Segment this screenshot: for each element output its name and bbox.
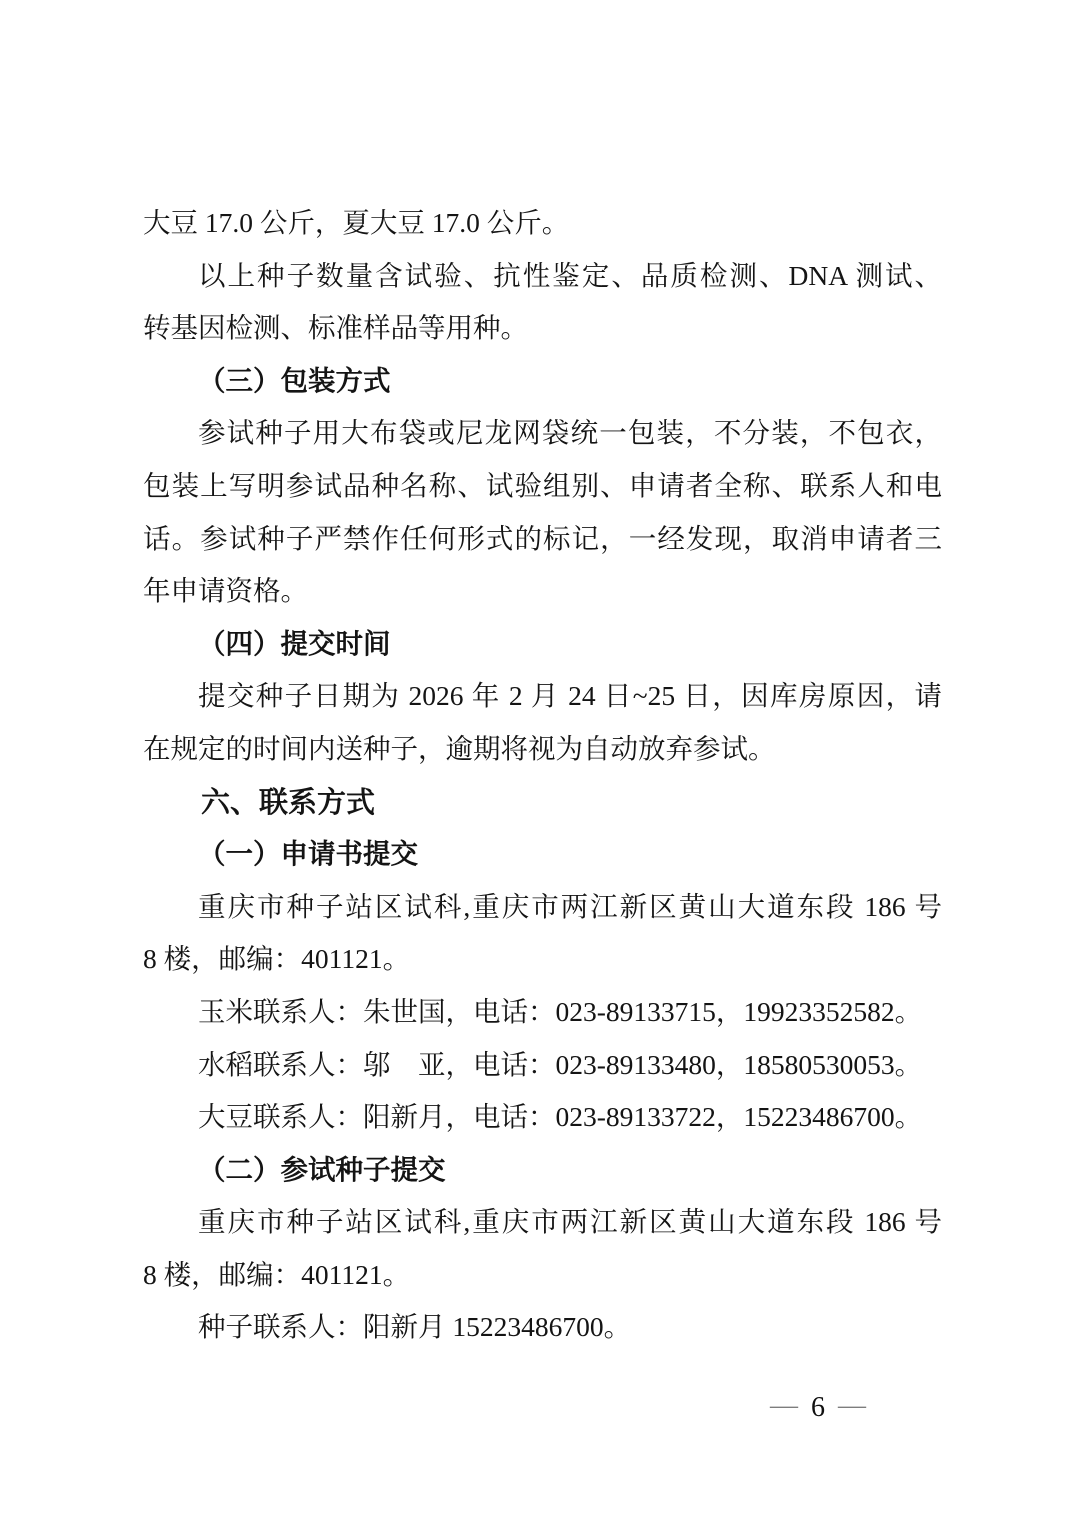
paragraph-line: 玉米联系人：朱世国，电话：023-89133715，19923352582。 (198, 995, 923, 1027)
paragraph-line: 8 楼，邮编：401121。 (143, 943, 411, 975)
paragraph-line: 提交种子日期为 2026 年 2 月 24 日~25 日，因库房原因，请 (198, 680, 942, 712)
subsection-heading: （一）申请书提交 (198, 838, 418, 870)
paragraph-line: 大豆联系人：阳新月，电话：023-89133722，15223486700。 (198, 1101, 923, 1133)
footer-dash-left: — (770, 1390, 798, 1421)
subsection-heading: （三）包装方式 (198, 364, 391, 396)
page-footer (770, 1392, 866, 1424)
paragraph-line: 年申请资格。 (143, 575, 308, 607)
paragraph-line: 重庆市种子站区试科,重庆市两江新区黄山大道东段 186 号 (198, 890, 942, 922)
subsection-heading: （四）提交时间 (198, 627, 391, 659)
paragraph-line: 以上种子数量含试验、抗性鉴定、品质检测、DNA 测试、 (198, 259, 942, 291)
section-heading: 六、联系方式 (201, 784, 376, 819)
footer-dash-right: — (838, 1390, 866, 1421)
paragraph-line: 参试种子用大布袋或尼龙网袋统一包装，不分装，不包衣， (198, 417, 942, 449)
paragraph-line: 在规定的时间内送种子，逾期将视为自动放弃参试。 (143, 732, 776, 764)
paragraph-line: 转基因检测、标准样品等用种。 (143, 312, 528, 344)
paragraph-line: 8 楼，邮编：401121。 (143, 1258, 411, 1290)
paragraph-line: 话。参试种子严禁作任何形式的标记，一经发现，取消申请者三 (143, 522, 942, 554)
paragraph-line: 包装上写明参试品种名称、试验组别、申请者全称、联系人和电 (143, 469, 942, 501)
paragraph-line: 种子联系人：阳新月 15223486700。 (198, 1311, 632, 1343)
paragraph-line: 重庆市种子站区试科,重庆市两江新区黄山大道东段 186 号 (198, 1206, 942, 1238)
page-number: 6 (811, 1392, 825, 1423)
subsection-heading: （二）参试种子提交 (198, 1153, 446, 1185)
document-body (143, 197, 942, 1354)
paragraph-line: 水稻联系人：邬 亚，电话：023-89133480，18580530053。 (198, 1048, 923, 1080)
paragraph-line: 大豆 17.0 公斤，夏大豆 17.0 公斤。 (143, 207, 570, 238)
